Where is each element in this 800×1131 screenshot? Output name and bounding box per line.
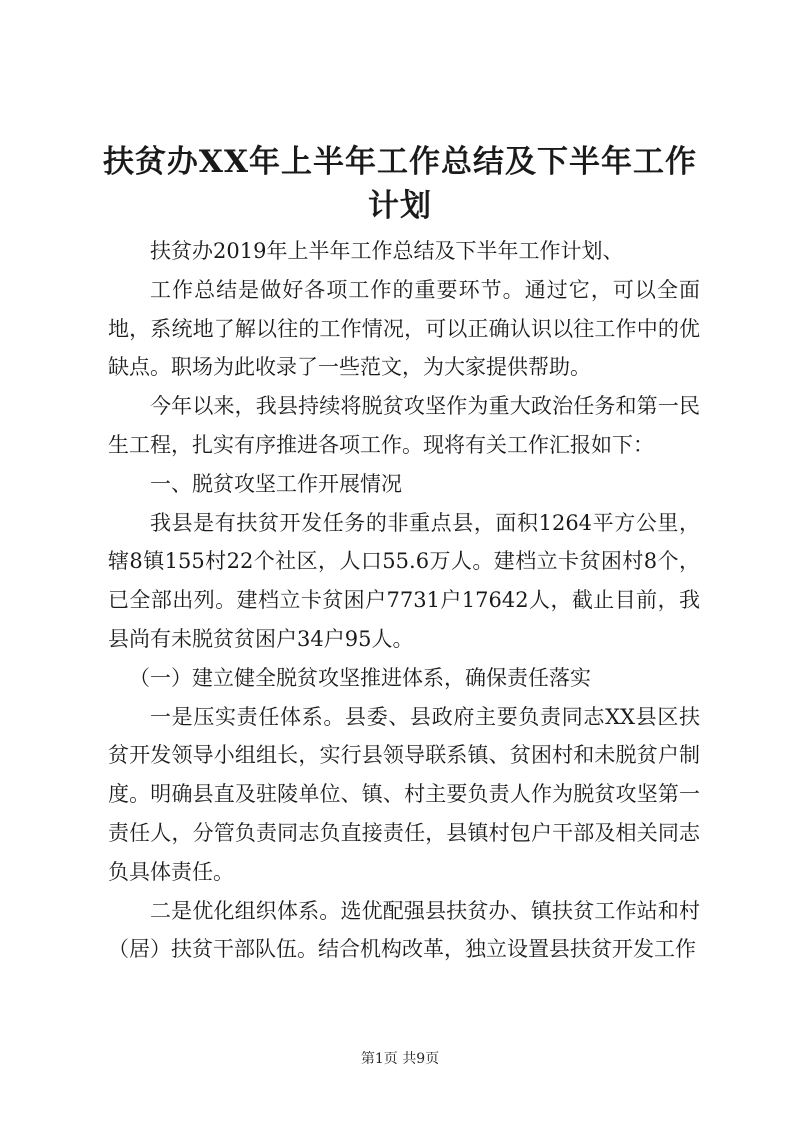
paragraph-intro-title-ref: 扶贫办2019年上半年工作总结及下半年工作计划、 <box>150 239 624 263</box>
document-title: 扶贫办XX年上半年工作总结及下半年工作计划 <box>102 144 698 224</box>
subsection-heading-1: （一）建立健全脱贫攻坚推进体系，确保责任落实 <box>129 665 591 690</box>
paragraph-responsibility-system: 一是压实责任体系。县委、县政府主要负责同志XX县区扶贫开发领导小组组长，实行县领导联系镇、贫困村和未脱贫户制度。明确县直及驻陵单位、镇、村主要负责人作为脱贫攻坚第一责任人，分管负责同志负直接责任，县镇村包户干部及相关同志负具体责任。 <box>108 704 700 884</box>
paragraph-overview: 今年以来，我县持续将脱贫攻坚作为重大政治任务和第一民生工程，扎实有序推进各项工作。现将有关工作汇报如下： <box>108 394 700 457</box>
document-body <box>108 232 700 969</box>
page-footer: 第1页 共9页 <box>360 1051 440 1067</box>
paragraph-organization-system: 二是优化组织体系。选优配强县扶贫办、镇扶贫工作站和村（居）扶贫干部队伍。结合机构改革，独立设置县扶贫开发工作 <box>108 898 700 962</box>
section-heading-1: 一、脱贫攻坚工作开展情况 <box>150 471 402 496</box>
paragraph-summary-importance: 工作总结是做好各项工作的重要环节。通过它，可以全面地，系统地了解以往的工作情况，可以正确认识以往工作中的优缺点。职场为此收录了一些范文，为大家提供帮助。 <box>108 277 700 380</box>
paragraph-county-profile: 我县是有扶贫开发任务的非重点县，面积1264平方公里，辖8镇155村22个社区，人口55.6万人。建档立卡贫困村8个，已全部出列。建档立卡贫困户7731户17642人，截止目前，我县尚有未脱贫贫困户34户95人。 <box>108 510 700 651</box>
